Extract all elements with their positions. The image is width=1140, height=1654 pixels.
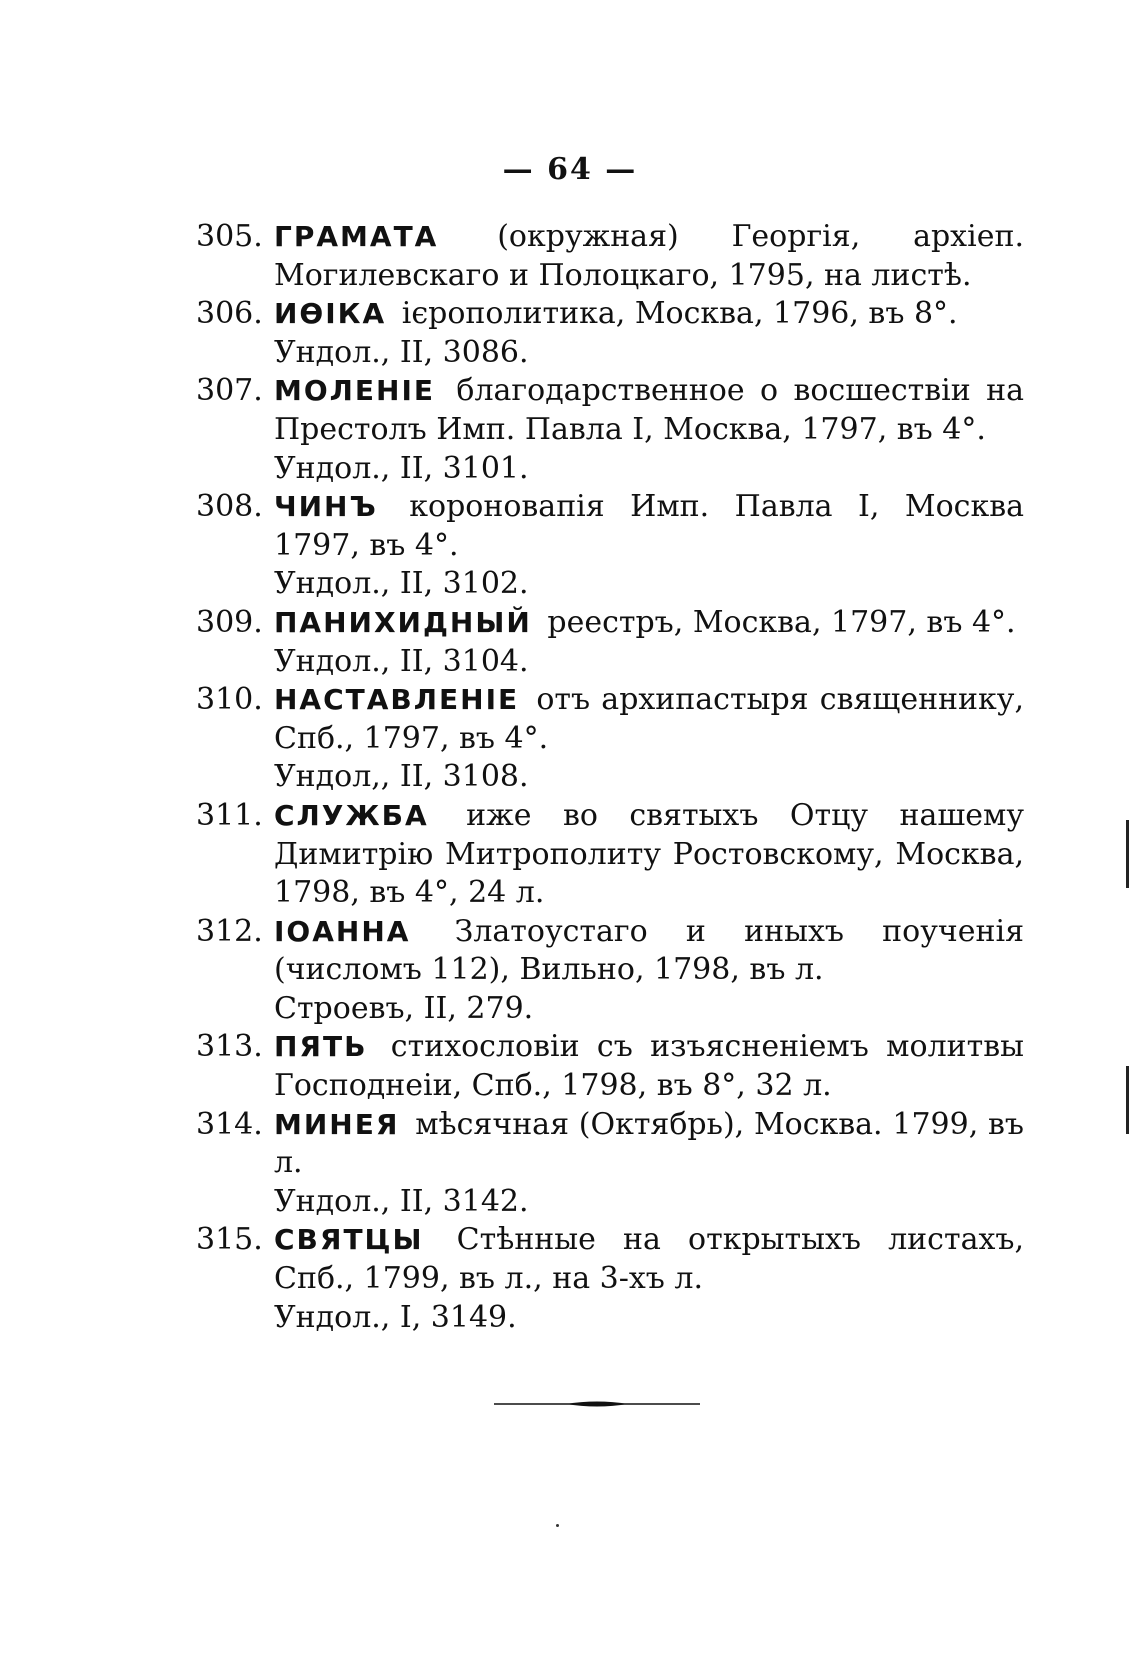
entry-body [274,913,1024,990]
entry-number: 309. [196,604,263,640]
entry-heading: ПЯТЬ [274,1030,368,1064]
entry-308 [196,488,1024,604]
entry-description: ієрополитика, Москва, 1796, въ 8°. [401,296,958,332]
entry-description: благодарственное о восшествіи на Престолъ Имп. Павла I, Москва, 1797, въ 4°. [274,373,1024,447]
entry-body [274,218,1024,295]
entry-305 [196,218,1024,295]
entry-number: 305. [196,219,263,254]
entry-heading: СВЯТЦЫ [274,1223,424,1257]
entry-heading: НАСТАВЛЕНІЕ [274,683,520,717]
entry-description: стихословіи съ изъясненіемъ молитвы Господнеіи, Спб., 1798, въ 8°, 32 л. [274,1029,1024,1104]
entry-heading: ГРАМАТА [274,220,439,253]
entry-number: 311. [196,797,263,833]
entry-reference: Ундол., I, 3149. [274,1299,517,1335]
entry-307 [196,372,1024,488]
entry-body [274,372,1024,449]
entry-body [274,681,1024,758]
entry-body [274,1221,1024,1298]
entry-313 [196,1028,1024,1105]
entry-heading: ІОАННА [274,914,411,948]
entry-reference: Ундол., II, 3086. [274,334,529,370]
entry-314 [196,1106,1024,1222]
entry-number: 310. [196,682,263,718]
margin-mark [1126,820,1129,888]
entry-reference: Ундол., II, 3104. [274,643,529,679]
entry-315 [196,1221,1024,1337]
entry-description: Златоустаго и иныхъ поученія (числомъ 112), Вильно, 1798, въ л. [274,913,1024,988]
entry-heading: ИѲІКА [274,297,387,331]
entry-description: иже во святыхъ Отцу нашему Димитрію Митрополиту Ростовскому, Москва, 1798, въ 4°, 24 л. [274,797,1024,911]
entry-heading: СЛУЖБА [274,798,429,832]
entry-number: 314. [196,1106,263,1142]
margin-mark [1126,1066,1129,1134]
stray-dot [556,1524,559,1527]
entry-heading: ПАНИХИДНЫЙ [274,605,532,639]
entry-number: 312. [196,913,263,949]
entry-reference: Ундол., II, 3101. [274,450,529,486]
entry-number: 306. [196,296,263,332]
entry-description: отъ архипастыря священнику, Спб., 1797, въ 4°. [274,682,1024,756]
entry-description: короновапія Имп. Павла I, Москва 1797, въ 4°. [274,489,1024,563]
entry-306 [196,295,1024,372]
entry-body [274,295,1024,334]
entry-body [274,488,1024,565]
entry-number: 315. [196,1222,263,1258]
entry-description: реестръ, Москва, 1797, въ 4°. [547,604,1016,640]
page-number: — 64 — [502,152,638,187]
entry-body [274,1106,1024,1183]
entry-312 [196,913,1024,1029]
entry-description: (окружная) Георгія, архіеп. Могилевскаго и Полоцкаго, 1795, на листѣ. [274,219,1024,293]
entry-body [274,604,1024,643]
entry-311 [196,797,1024,913]
entry-body [274,797,1024,913]
entry-heading: МИНЕЯ [274,1107,400,1141]
entry-description: мѣсячная (Октябрь), Москва. 1799, въ л. [274,1106,1024,1181]
entry-reference: Ундол,, II, 3108. [274,759,529,795]
entry-heading: МОЛЕНІЕ [274,374,436,408]
entry-heading: ЧИНЪ [274,490,378,524]
entry-description: Стѣнные на открытыхъ листахъ, Спб., 1799, въ л., на 3-хъ л. [274,1222,1024,1297]
entries-list [196,218,1024,1337]
entry-number: 313. [196,1029,263,1065]
entry-reference: Строевъ, II, 279. [274,990,534,1026]
entry-body [274,1028,1024,1105]
entry-number: 307. [196,373,263,409]
section-end-ornament [494,1400,700,1408]
entry-reference: Ундол., II, 3102. [274,566,529,602]
entry-310 [196,681,1024,797]
entry-number: 308. [196,489,263,525]
entry-309 [196,604,1024,681]
entry-reference: Ундол., II, 3142. [274,1183,529,1219]
